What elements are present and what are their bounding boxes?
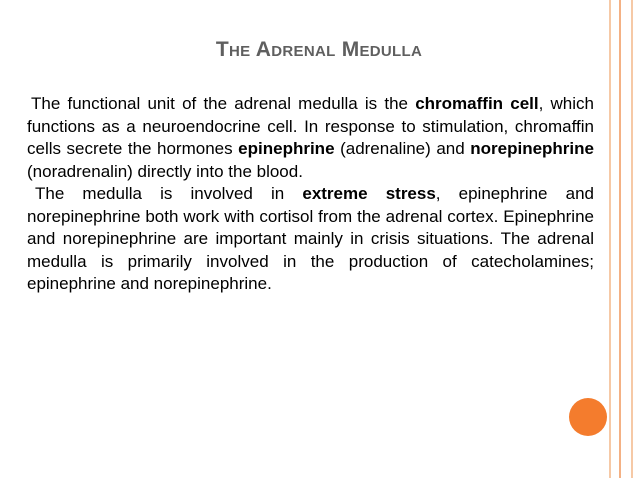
paragraph1-text: , which functions as a neuroendocrine cell. In response to stimulation, chromaffin cells secrete the hormones (27, 94, 594, 158)
term-extreme-stress: extreme stress (302, 184, 436, 203)
decorative-rule-right (631, 0, 633, 478)
term-norepinephrine: norepinephrine (470, 139, 594, 158)
paragraph-stress (27, 183, 594, 296)
paragraph-chromaffin (27, 93, 594, 183)
decorative-rule-left (609, 0, 611, 478)
paragraph2-text: The medulla is involved in (35, 184, 303, 203)
paragraph1-text: (adrenaline) and (334, 139, 471, 158)
slide-title: The Adrenal Medulla (215, 38, 423, 61)
term-epinephrine: epinephrine (238, 139, 335, 158)
paragraph2-text: , epinephrine and norepinephrine both work with cortisol from the adrenal cortex. Epinephrine and norepinephrine are important mainly in crisis situations. The adrenal medulla is primarily involved in the production of catecholamines; epinephrine and norepinephrine. (27, 184, 594, 293)
term-chromaffin-cell: chromaffin cell (415, 94, 539, 113)
orange-circle-decoration (569, 398, 607, 436)
decorative-rule-middle (619, 0, 621, 478)
paragraph1-text: (noradrenalin) directly into the blood. (27, 161, 303, 181)
paragraph1-text: The functional unit of the adrenal medulla is the (31, 94, 416, 113)
slide-body (27, 93, 594, 296)
